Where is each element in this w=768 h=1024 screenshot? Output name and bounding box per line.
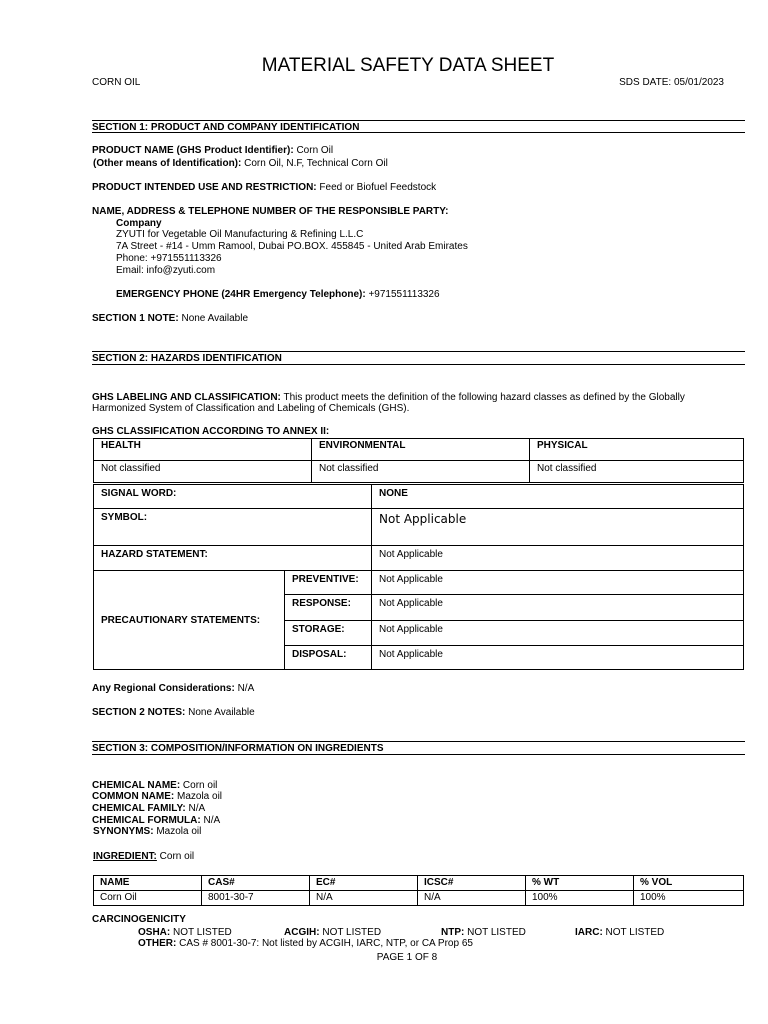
header-physical: PHYSICAL xyxy=(530,439,744,461)
chemical-name-label: CHEMICAL NAME: xyxy=(92,780,181,791)
cell-wt: 100% xyxy=(526,891,634,906)
company-address: 7A Street - #14 - Umm Ramool, Dubai PO.BOX. 455845 - United Arab Emirates xyxy=(116,241,468,252)
response-label: RESPONSE: xyxy=(285,595,372,621)
chemical-formula-line xyxy=(92,815,220,826)
hazard-table xyxy=(93,484,744,670)
synonyms-label: SYNONYMS: xyxy=(93,826,154,837)
table-row xyxy=(94,461,744,483)
storage-label: STORAGE: xyxy=(285,621,372,646)
col-cas: CAS# xyxy=(202,876,310,891)
hazard-statement-value: Not Applicable xyxy=(372,546,744,571)
cell-ec: N/A xyxy=(310,891,418,906)
chemical-name-value: Corn oil xyxy=(180,780,218,791)
cell-icsc: N/A xyxy=(418,891,526,906)
preventive-value: Not Applicable xyxy=(372,571,744,595)
ghs-labeling-text-2: Harmonized System of Classification and Labeling of Chemicals (GHS). xyxy=(92,403,410,414)
acgih-line xyxy=(284,927,381,938)
other-means-label: (Other means of Identification): xyxy=(93,158,242,169)
synonyms-value: Mazola oil xyxy=(153,826,202,837)
ingredient-label: INGREDIENT: xyxy=(93,851,157,862)
section-2-rule-bottom xyxy=(92,364,745,365)
section-2-notes-value: None Available xyxy=(185,707,255,718)
company-phone: Phone: +971551113326 xyxy=(116,253,222,264)
ghs-labeling-label: GHS LABELING AND CLASSIFICATION: xyxy=(92,392,281,403)
sds-date: SDS DATE: 05/01/2023 xyxy=(619,77,724,88)
product-name-line xyxy=(92,145,333,156)
chemical-formula-label: CHEMICAL FORMULA: xyxy=(92,815,201,826)
page-number: PAGE 1 OF 8 xyxy=(376,952,438,963)
precautionary-label: PRECAUTIONARY STATEMENTS: xyxy=(94,571,285,670)
disposal-label: DISPOSAL: xyxy=(285,646,372,670)
section-1-heading: SECTION 1: PRODUCT AND COMPANY IDENTIFICATION xyxy=(92,122,360,133)
company-email: Email: info@zyuti.com xyxy=(116,265,216,276)
col-ec: EC# xyxy=(310,876,418,891)
table-row xyxy=(94,546,744,571)
signal-word-label: SIGNAL WORD: xyxy=(94,485,372,509)
common-name-value: Mazola oil xyxy=(174,791,223,802)
section-1-note-line xyxy=(92,313,248,324)
physical-value: Not classified xyxy=(530,461,744,483)
ghs-classification-table xyxy=(93,438,744,483)
ingredient-table xyxy=(93,875,744,906)
section-1-rule-bottom xyxy=(92,132,745,133)
ingredient-value: Corn oil xyxy=(156,851,195,862)
cell-vol: 100% xyxy=(634,891,744,906)
iarc-line xyxy=(575,927,664,938)
header-environmental: ENVIRONMENTAL xyxy=(312,439,530,461)
chemical-family-line xyxy=(92,803,205,814)
carcinogenicity-label: CARCINOGENICITY xyxy=(92,914,186,925)
table-row xyxy=(94,876,744,891)
section-2-heading: SECTION 2: HAZARDS IDENTIFICATION xyxy=(92,353,282,364)
ghs-labeling-text-1: This product meets the definition of the following hazard classes as defined by the Globally xyxy=(280,392,685,403)
symbol-label: SYMBOL: xyxy=(94,509,372,546)
chemical-name-line xyxy=(92,780,217,791)
company-name: ZYUTI for Vegetable Oil Manufacturing & Refining L.L.C xyxy=(116,229,364,240)
cell-cas: 8001-30-7 xyxy=(202,891,310,906)
osha-value: NOT LISTED xyxy=(170,927,232,938)
responsible-party-label: NAME, ADDRESS & TELEPHONE NUMBER OF THE RESPONSIBLE PARTY: xyxy=(92,206,449,217)
section-3-heading: SECTION 3: COMPOSITION/INFORMATION ON INGREDIENTS xyxy=(92,743,384,754)
table-row xyxy=(94,485,744,509)
symbol-value xyxy=(372,509,744,546)
ingredient-line xyxy=(93,851,194,862)
common-name-label: COMMON NAME: xyxy=(92,791,175,802)
col-name: NAME xyxy=(94,876,202,891)
section-1-note-value: None Available xyxy=(178,313,248,324)
table-row xyxy=(94,571,744,595)
document-title: MATERIAL SAFETY DATA SHEET xyxy=(261,55,555,76)
storage-value: Not Applicable xyxy=(372,621,744,646)
section-2-notes-label: SECTION 2 NOTES: xyxy=(92,707,186,718)
section-2-rule-top xyxy=(92,351,745,352)
environmental-value: Not classified xyxy=(312,461,530,483)
iarc-label: IARC: xyxy=(575,927,603,938)
hazard-statement-label: HAZARD STATEMENT: xyxy=(94,546,372,571)
regional-considerations-label: Any Regional Considerations: xyxy=(92,683,235,694)
product-name-label: PRODUCT NAME (GHS Product Identifier): xyxy=(92,145,294,156)
synonyms-line xyxy=(93,826,201,837)
other-label: OTHER: xyxy=(138,938,177,949)
header-health: HEALTH xyxy=(94,439,312,461)
ntp-value: NOT LISTED xyxy=(464,927,526,938)
intended-use-value: Feed or Biofuel Feedstock xyxy=(316,182,437,193)
emergency-phone-label: EMERGENCY PHONE (24HR Emergency Telephone): xyxy=(116,289,366,300)
regional-considerations-line xyxy=(92,683,254,694)
col-icsc: ICSC# xyxy=(418,876,526,891)
ntp-label: NTP: xyxy=(441,927,465,938)
intended-use-label: PRODUCT INTENDED USE AND RESTRICTION: xyxy=(92,182,317,193)
other-means-value: Corn Oil, N.F, Technical Corn Oil xyxy=(241,158,388,169)
intended-use-line xyxy=(92,182,436,193)
table-row xyxy=(94,439,744,461)
section-3-rule-bottom xyxy=(92,754,745,755)
ntp-line xyxy=(441,927,526,938)
signal-word-value: NONE xyxy=(372,485,744,509)
response-value: Not Applicable xyxy=(372,595,744,621)
iarc-value: NOT LISTED xyxy=(602,927,665,938)
preventive-label: PREVENTIVE: xyxy=(285,571,372,595)
emergency-phone-value: +971551113326 xyxy=(365,289,440,300)
disposal-value: Not Applicable xyxy=(372,646,744,670)
product-name-value: Corn Oil xyxy=(293,145,334,156)
regional-considerations-value: N/A xyxy=(234,683,255,694)
emergency-phone-line xyxy=(116,289,440,300)
col-wt: % WT xyxy=(526,876,634,891)
chemical-formula-value: N/A xyxy=(200,815,221,826)
other-line xyxy=(138,938,473,949)
annex-label: GHS CLASSIFICATION ACCORDING TO ANNEX II: xyxy=(92,426,330,437)
chemical-family-label: CHEMICAL FAMILY: xyxy=(92,803,186,814)
company-label: Company xyxy=(116,218,162,229)
other-value: CAS # 8001-30-7: Not listed by ACGIH, IARC, NTP, or CA Prop 65 xyxy=(176,938,473,949)
acgih-label: ACGIH: xyxy=(284,927,320,938)
other-means-line xyxy=(93,158,388,169)
table-row xyxy=(94,509,744,546)
table-row xyxy=(94,891,744,906)
osha-line xyxy=(138,927,232,938)
chemical-family-value: N/A xyxy=(185,803,206,814)
osha-label: OSHA: xyxy=(138,927,171,938)
section-1-note-label: SECTION 1 NOTE: xyxy=(92,313,179,324)
product-name-header: CORN OIL xyxy=(92,77,141,88)
col-vol: % VOL xyxy=(634,876,744,891)
cell-name: Corn Oil xyxy=(94,891,202,906)
common-name-line xyxy=(92,791,222,802)
acgih-value: NOT LISTED xyxy=(319,927,382,938)
section-1-rule-top xyxy=(92,120,745,121)
health-value: Not classified xyxy=(94,461,312,483)
ghs-labeling-line-1 xyxy=(92,392,685,403)
section-2-notes-line xyxy=(92,707,255,718)
symbol-value-text: Not Applicable xyxy=(379,512,467,526)
section-3-rule-top xyxy=(92,741,745,742)
